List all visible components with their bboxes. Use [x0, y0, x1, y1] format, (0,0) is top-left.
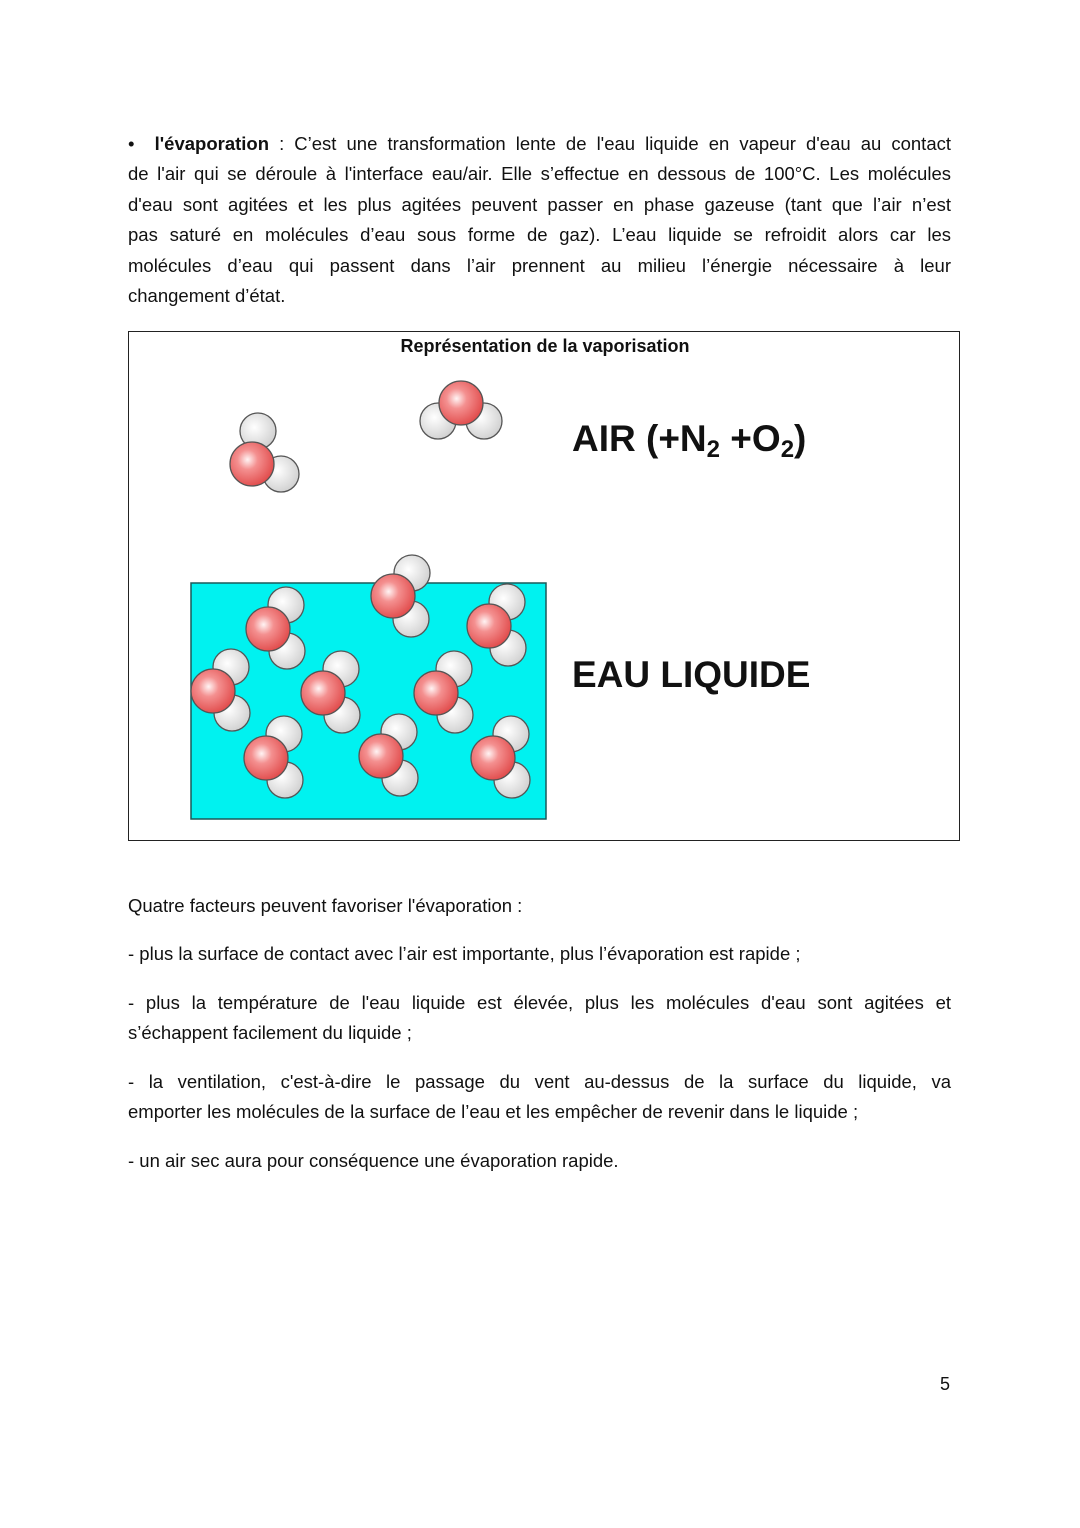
- intro-line-2: de l'air qui se déroule à l'interface eau/air. Elle s’effectue en dessous de 100°C. Les molécules: [128, 163, 951, 184]
- air-text: +O: [720, 418, 781, 459]
- subscript: 2: [706, 436, 721, 463]
- oxygen-atom: [471, 736, 515, 780]
- intro-line-4: pas saturé en molécules d’eau sous forme de gaz). L’eau liquide se refroidit alors car les: [128, 224, 951, 245]
- air-text: AIR (+N: [572, 418, 707, 459]
- intro-line-6: changement d’état.: [128, 285, 286, 306]
- factor-3-line-2: emporter les molécules de la surface de l’eau et les empêcher de revenir dans le liquide ;: [128, 1101, 859, 1122]
- oxygen-atom: [414, 671, 458, 715]
- factor-2-line-2: s’échappent facilement du liquide ;: [128, 1022, 412, 1043]
- oxygen-atom: [371, 574, 415, 618]
- factors-heading: Quatre facteurs peuvent favoriser l'évaporation :: [128, 895, 523, 916]
- page-number: 5: [940, 1374, 951, 1394]
- oxygen-atom: [191, 669, 235, 713]
- factor-1: - plus la surface de contact avec l’air est importante, plus l’évaporation est rapide ;: [128, 943, 801, 964]
- oxygen-atom: [246, 607, 290, 651]
- oxygen-atom: [301, 671, 345, 715]
- air-label: [572, 418, 806, 464]
- factor-3-line-1: - la ventilation, c'est-à-dire le passage du vent au-dessus de la surface du liquide, va: [128, 1071, 951, 1092]
- intro-line-3: d'eau sont agitées et les plus agitées peuvent passer en phase gazeuse (tant que l’air n’est: [128, 194, 951, 215]
- oxygen-atom: [230, 442, 274, 486]
- liquid-label: EAU LIQUIDE: [572, 654, 811, 695]
- text: : C’est une transformation lente de l'eau liquide en vapeur d'eau au contact: [269, 133, 952, 154]
- molecule-diagram: [1, 1, 1080, 1528]
- air-text: ): [794, 418, 807, 459]
- vaporisation-figure: [128, 331, 960, 841]
- water-molecule: [230, 413, 299, 492]
- oxygen-atom: [439, 381, 483, 425]
- bullet: •: [128, 133, 135, 154]
- figure-title: Représentation de la vaporisation: [400, 336, 690, 356]
- subscript: 2: [780, 436, 795, 463]
- term-evaporation: l'évaporation: [154, 133, 270, 154]
- water-molecule: [420, 381, 502, 439]
- intro-line-5: molécules d’eau qui passent dans l’air prennent au milieu l’énergie nécessaire à leur: [128, 255, 951, 276]
- oxygen-atom: [467, 604, 511, 648]
- factor-4: - un air sec aura pour conséquence une évaporation rapide.: [128, 1150, 619, 1171]
- factor-2-line-1: - plus la température de l'eau liquide est élevée, plus les molécules d'eau sont agitées et: [128, 992, 951, 1013]
- oxygen-atom: [359, 734, 403, 778]
- oxygen-atom: [244, 736, 288, 780]
